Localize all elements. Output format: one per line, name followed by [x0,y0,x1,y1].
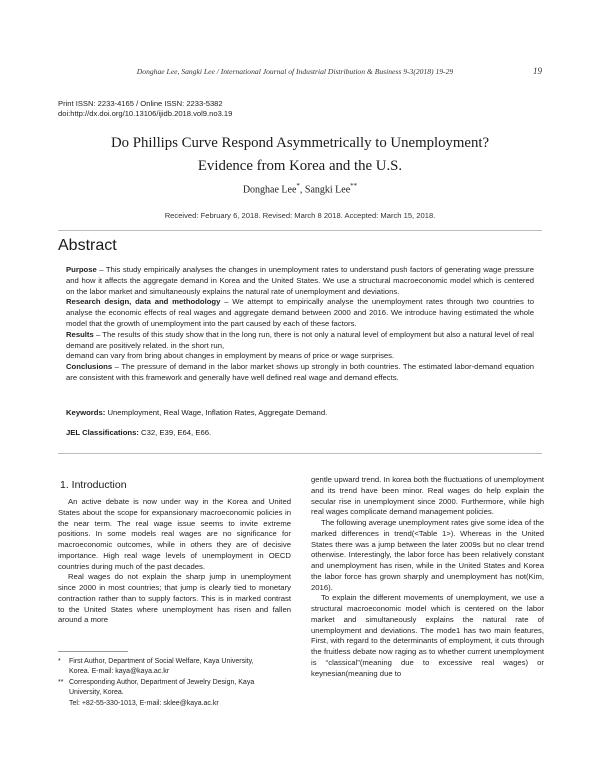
footnote-1-line-2: Korea. E-mail: kaya@kaya.ac.kr [69,668,170,676]
purpose-label: Purpose [66,265,97,274]
column-left [58,497,291,626]
conclusions-label: Conclusions [66,362,113,372]
jel-label: JEL Classifications: [66,428,139,437]
abstract-purpose [66,265,534,297]
keywords-label: Keywords: [66,408,106,417]
intro-paragraph-4: To explain the different movements of unemployment, we use a structural macroeconomic model which is centered on the labor market and simultaneously explains the natural rate of unemployment and deviations. The mode1 has two main features, First, with regard to the determinants of employment, it cuts through the fruitless debate now raging as to whether current unemployment is “classical”(meaning due to excessive real wages) or keynesian(meaning due to [311,593,544,678]
title-line-2: Evidence from Korea and the U.S. [197,158,403,174]
submission-dates: Received: February 6, 2018. Revised: March 8 2018. Accepted: March 15, 2018. [164,211,436,220]
footnote-1 [58,657,291,678]
author-separator: , [299,184,305,196]
purpose-text: – This study empirically analyses the changes in unemployment rates to understand push factors of generating wage pressure and how it affects the aggregate demand in Korea and the United States. We use a structural macroeconomic model which is centered on the labor market and simultaneously explains the natural rate of unemployment and deviations. [66,265,534,296]
divider-bottom [58,453,542,454]
footnote-2-text [69,678,291,709]
author-2: Sangki Lee [304,184,351,196]
results-label: Results [66,329,94,339]
author-2-mark: ** [350,182,358,190]
keywords [66,408,534,418]
page-number: 19 [533,66,542,76]
jel-text: C32, E39, E64, E66. [138,428,212,437]
footnote-divider [58,651,128,652]
footnotes [58,657,291,709]
conclusions-text: – The pressure of demand in the labor market shows up strongly in both countries. The estimated labor-demand equation are consistent with this framework and generally have well defined real wage and demand effects. [66,362,534,382]
jel-classifications [66,428,534,438]
paper-title [60,132,540,178]
intro-paragraph-3: The following average unemployment rates give some idea of the marked differences in trend(<Table 1>). Whereas in the United States there was a jump between the later 2009s but no clear trend otherwise. Interestingly, the labor force has been relatively constant and unemployment has risen, while in the United States and Korea the labor force has grown sharply and unemployment has not(Kim, 2016). [311,518,544,592]
column-right [311,475,544,679]
footnote-2 [58,678,291,709]
author-list [60,182,540,195]
doi-line: doi:http://dx.doi.org/10.13106/ijidb.2018.vol9.no3.19 [58,109,233,118]
issn-block [58,99,232,119]
issn-line: Print ISSN: 2233-4165 / Online ISSN: 2233-5382 [58,99,223,108]
abstract-conclusions [66,362,534,384]
abstract-body [66,265,534,384]
keywords-text: Unemployment, Real Wage, Inflation Rates, Aggregate Demand. [105,408,328,417]
abstract-results [66,330,534,352]
abstract-results-cont: demand can vary from bring about changes in employment by means of price or wage surprises. [66,351,395,361]
section-heading-introduction: 1. Introduction [60,479,127,491]
footnote-2-line-1: Corresponding Author, Department of Jewelry Design, Kaya [69,678,255,686]
footnote-1-line-1: First Author, Department of Social Welfare, Kaya University, [69,658,254,665]
intro-paragraph-2: Real wages do not explain the sharp jump in unemployment since 2000 in most countries; that jump is clearly tied to monetary contraction rather than to supply factors. This is in marked contrast to the United States where unemployment has risen and fallen around a more [58,572,291,625]
author-1-mark: * [296,182,300,190]
footnote-2-line-2: University, Korea. [69,689,124,697]
footnote-2-line-3: Tel: +82-55-330-1013, E-mail: sklee@kaya.ac.kr [69,699,219,707]
method-label: Research design, data and methodology [66,297,221,307]
method-text: – We attempt to empirically analyse the unemployment rates through two countries to analyse the economic effects of real wages and aggregate demand between 2000 and 2016. We introduce having estimated the whole model that the growth of unemployment into the part caused by each of these factors. [66,297,534,328]
title-line-1: Do Phillips Curve Respond Asymmetrically to Unemployment? [110,135,490,151]
footnote-2-mark: ** [58,678,64,686]
results-text: – The results of this study show that in the long run, there is not only a natural level of employment but also a natural level of real demand are positively related. in the short run, [66,329,534,350]
author-1: Donghae Lee [242,184,297,196]
footnote-1-text [69,657,291,678]
abstract-method [66,297,534,329]
intro-paragraph-1: An active debate is now under way in the Korea and United States about the scope for expansionary macroeconomic policies in the near term. The real wage issue seems to invite extreme positions. In some models real wages are no significance for macroeconomic outcomes, while in others they are of decisive importance. High real wage levels of unemployment in OECD countries during much of the past decades. [58,497,291,571]
intro-paragraph-2-cont: gentle upward trend. In korea both the fluctuations of unemployment and its trend have been minor. Real wages do help explain the secular rise in unemployment since 2000. Furthermore, while high real wages complicate demand management policies. [311,475,544,517]
running-head: Donghae Lee, Sangki Lee / International Journal of Industrial Distribution & Business 9-3(2018) 19-29 [136,67,454,76]
abstract-heading: Abstract [58,237,117,254]
divider-top [58,230,542,231]
footnote-1-mark: * [58,658,61,665]
